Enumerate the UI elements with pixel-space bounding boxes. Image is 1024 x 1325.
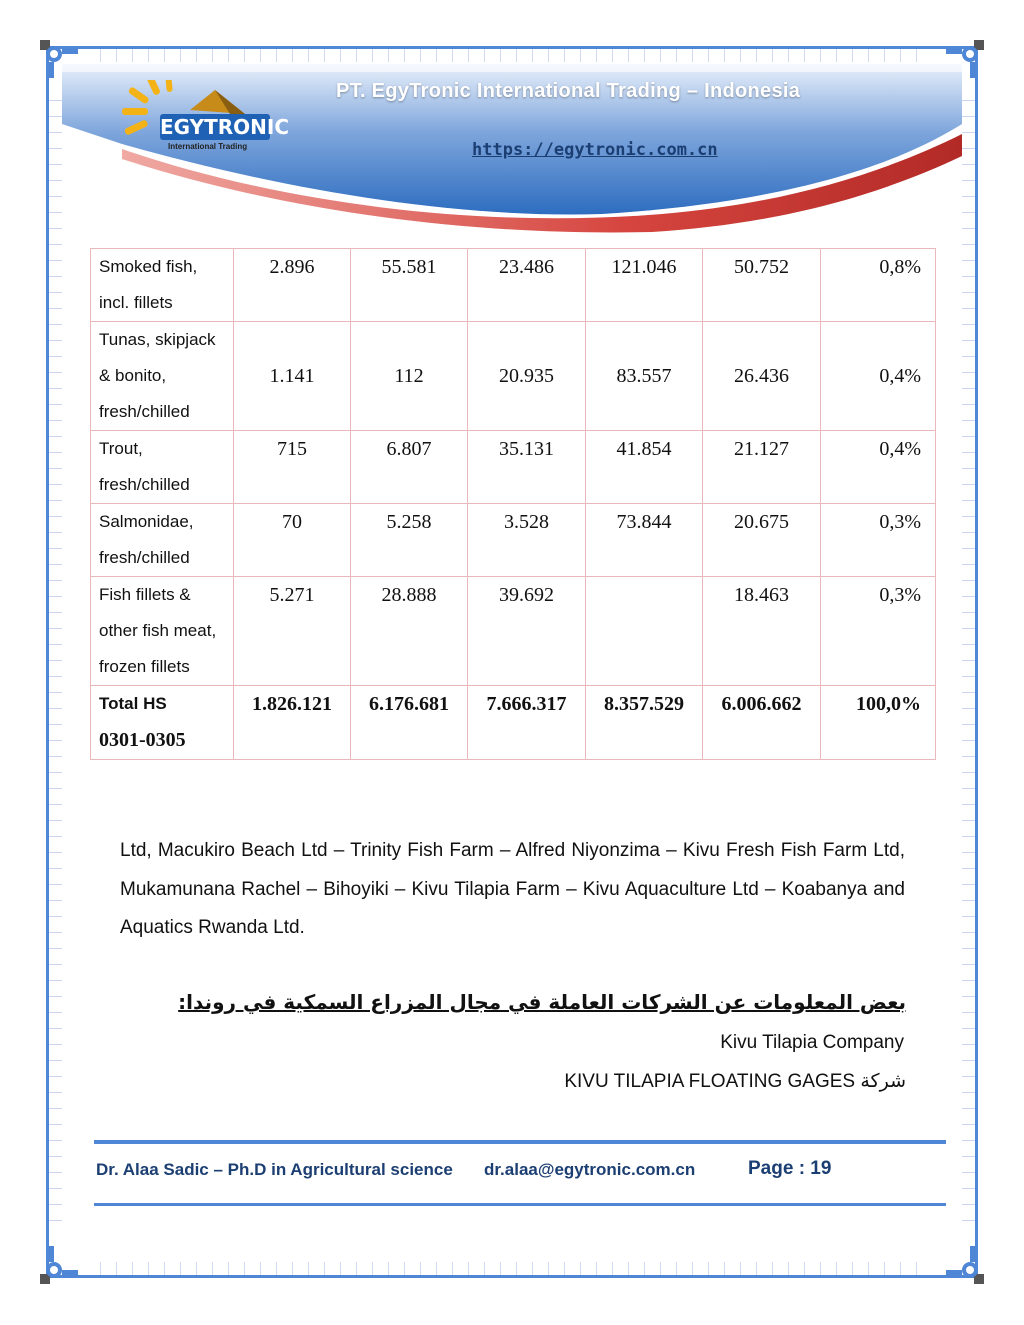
logo-subtitle: International Trading [168, 142, 248, 151]
table-cell: 121.046 [586, 249, 703, 322]
footer-divider-top [94, 1140, 946, 1144]
corner-ornament-bottom-left [40, 1238, 86, 1284]
company-subtitle-line [564, 1070, 906, 1093]
share-cell: 0,4% [821, 322, 936, 431]
total-label-text: Total HS [99, 694, 167, 713]
hs-code-range: 0301-0305 [99, 729, 186, 751]
table-cell: 5.258 [351, 504, 468, 577]
table-cell: 715 [234, 431, 351, 504]
table-cell: 23.486 [468, 249, 586, 322]
company-list-paragraph: Ltd, Macukiro Beach Ltd – Trinity Fish Farm – Alfred Niyonzima – Kivu Fresh Fish Farm Ltd, Mukamunana Rachel – Bihoyiki – Kivu Tilapia Farm – Kivu Aquaculture Ltd – Koabanya and Aquatics Rwanda Ltd. [120, 840, 905, 938]
row-label: Trout, fresh/chilled [91, 431, 234, 504]
table-cell: 41.854 [586, 431, 703, 504]
table-cell: 20.935 [468, 322, 586, 431]
table-cell: 83.557 [586, 322, 703, 431]
company-name-line: Kivu Tilapia Company [720, 1032, 904, 1053]
table-cell: 73.844 [586, 504, 703, 577]
table-cell: 50.752 [703, 249, 821, 322]
footer-author: Dr. Alaa Sadic – Ph.D in Agricultural science [96, 1160, 453, 1179]
row-label: Salmonidae, fresh/chilled [91, 504, 234, 577]
total-cell: 6.176.681 [351, 686, 468, 760]
table-cell: 6.807 [351, 431, 468, 504]
total-label [91, 686, 234, 760]
corner-ornament-bottom-right [938, 1238, 984, 1284]
company-title: PT. EgyTronic International Trading – Indonesia [336, 80, 801, 102]
footer-page-number: Page : 19 [748, 1158, 832, 1179]
total-cell: 8.357.529 [586, 686, 703, 760]
share-cell: 0,8% [821, 249, 936, 322]
total-cell: 6.006.662 [703, 686, 821, 760]
table-cell [586, 577, 703, 686]
total-share-cell: 100,0% [821, 686, 936, 760]
table-row [91, 322, 936, 431]
share-cell: 0,4% [821, 431, 936, 504]
table-cell: 70 [234, 504, 351, 577]
arabic-section-heading: بعض المعلومات عن الشركات العاملة في مجال المزراع السمكية في روندا: [178, 990, 906, 1014]
total-cell: 7.666.317 [468, 686, 586, 760]
table-cell: 1.141 [234, 322, 351, 431]
table-row [91, 249, 936, 322]
table-cell: 3.528 [468, 504, 586, 577]
share-cell: 0,3% [821, 577, 936, 686]
table-cell: 5.271 [234, 577, 351, 686]
footer-divider-bottom [94, 1203, 946, 1206]
table-cell: 112 [351, 322, 468, 431]
row-label: Smoked fish, incl. fillets [91, 249, 234, 322]
row-label: Fish fillets & other fish meat, frozen fillets [91, 577, 234, 686]
table-cell: 20.675 [703, 504, 821, 577]
table-cell: 18.463 [703, 577, 821, 686]
table-cell: 2.896 [234, 249, 351, 322]
company-url-link[interactable]: https://egytronic.com.cn [472, 140, 718, 160]
table-cell: 35.131 [468, 431, 586, 504]
footer-email-link[interactable]: dr.alaa@egytronic.com.cn [484, 1160, 696, 1179]
total-cell: 1.826.121 [234, 686, 351, 760]
company-subtitle-ar: شركة [860, 1070, 906, 1092]
fish-import-table [90, 248, 936, 760]
table-cell: 28.888 [351, 577, 468, 686]
company-subtitle-en: KIVU TILAPIA FLOATING GAGES [564, 1071, 856, 1092]
logo-wordmark: EGYTRONIC [160, 115, 290, 139]
share-cell: 0,3% [821, 504, 936, 577]
table-total-row [91, 686, 936, 760]
table-cell: 21.127 [703, 431, 821, 504]
table-row [91, 504, 936, 577]
table-cell: 26.436 [703, 322, 821, 431]
table-row [91, 577, 936, 686]
table-row [91, 431, 936, 504]
table-cell: 55.581 [351, 249, 468, 322]
table-cell: 39.692 [468, 577, 586, 686]
row-label: Tunas, skipjack & bonito, fresh/chilled [91, 322, 234, 431]
